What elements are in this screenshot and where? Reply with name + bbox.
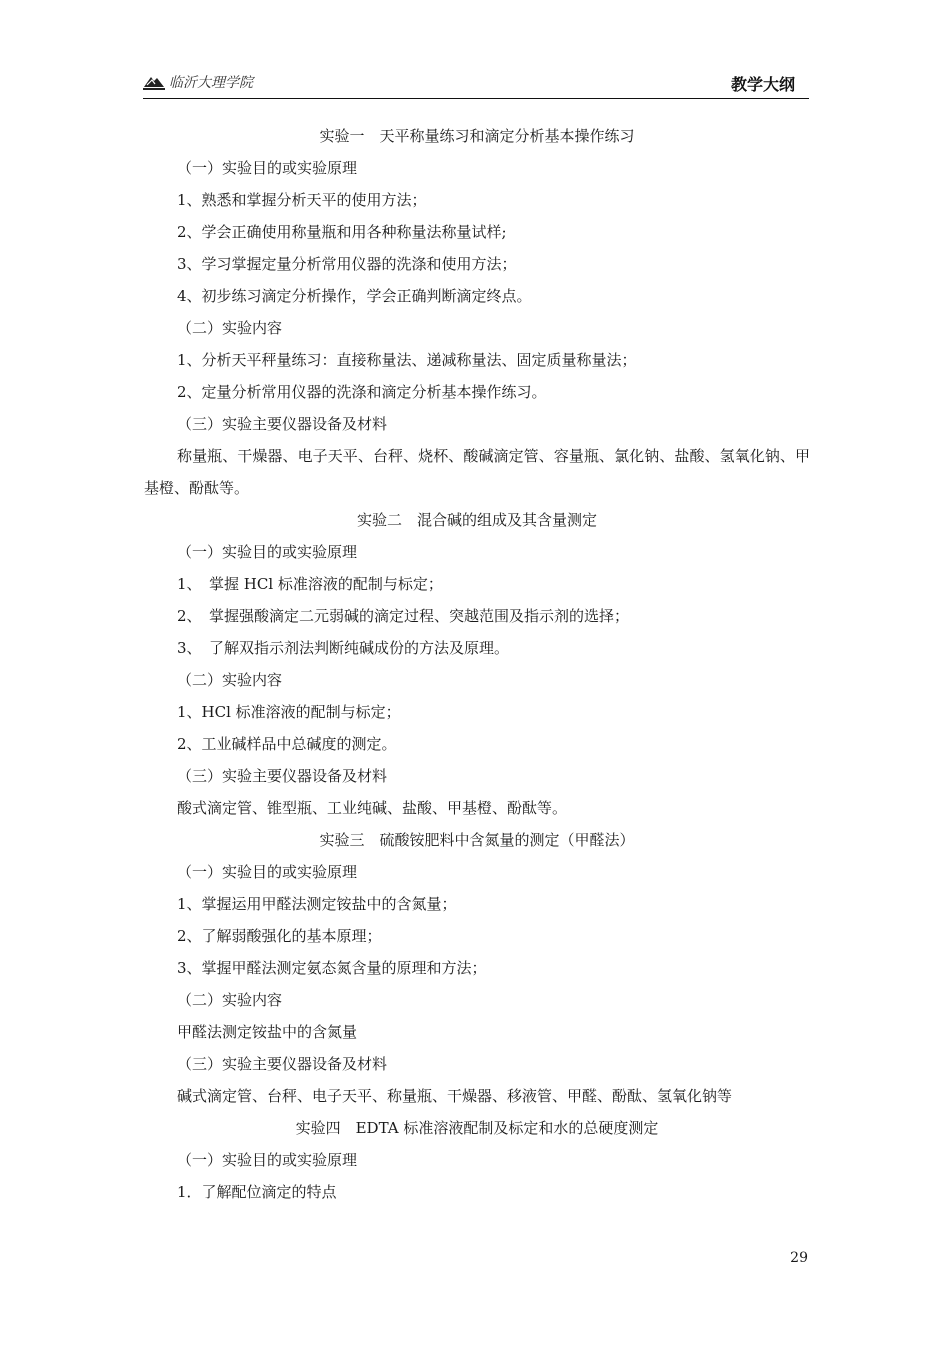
body-line: 2、工业碱样品中总碱度的测定。	[177, 735, 397, 753]
body-line: 3、 了解双指示剂法判断纯碱成份的方法及原理。	[177, 639, 510, 657]
experiment-title: 实验三 硫酸铵肥料中含氮量的测定（甲醛法）	[319, 831, 635, 849]
body-line: 1、熟悉和掌握分析天平的使用方法；	[177, 191, 427, 209]
body-line: 1．了解配位滴定的特点	[177, 1183, 337, 1201]
document-body	[144, 120, 810, 1208]
experiment-title: 实验一 天平称量练习和滴定分析基本操作练习	[319, 127, 635, 145]
body-line: （三）实验主要仪器设备及材料	[177, 1055, 388, 1073]
body-line: （三）实验主要仪器设备及材料	[177, 415, 388, 433]
body-line: 3、学习掌握定量分析常用仪器的洗涤和使用方法；	[177, 255, 517, 273]
body-line: 3、掌握甲醛法测定氨态氮含量的原理和方法；	[177, 959, 487, 977]
body-line: （一）实验目的或实验原理	[177, 543, 358, 561]
body-line: （三）实验主要仪器设备及材料	[177, 767, 388, 785]
document-title: 教学大纲	[730, 75, 795, 94]
body-line: （一）实验目的或实验原理	[177, 1151, 358, 1169]
page-header	[143, 66, 809, 99]
body-line: 2、学会正确使用称量瓶和用各种称量法称量试样;	[177, 223, 507, 241]
page-number: 29	[790, 1250, 808, 1266]
body-line: 碱式滴定管、台秤、电子天平、称量瓶、干燥器、移液管、甲醛、酚酞、氢氧化钠等	[177, 1087, 733, 1105]
body-line: （一）实验目的或实验原理	[177, 159, 358, 177]
body-line: 1、HCl 标准溶液的配制与标定；	[177, 703, 401, 721]
body-line: 2、定量分析常用仪器的洗涤和滴定分析基本操作练习。	[177, 383, 547, 401]
body-line: 1、掌握运用甲醛法测定铵盐中的含氮量；	[177, 895, 457, 913]
body-line: （一）实验目的或实验原理	[177, 863, 358, 881]
school-logo	[143, 70, 253, 94]
body-line: （二）实验内容	[177, 991, 283, 1009]
body-line: 2、了解弱酸强化的基本原理；	[177, 927, 382, 945]
logo-emblem-icon	[143, 74, 165, 90]
body-line: 2、 掌握强酸滴定二元弱碱的滴定过程、突越范围及指示剂的选择；	[177, 607, 630, 625]
body-line: （二）实验内容	[177, 319, 283, 337]
experiment-title: 实验四 EDTA 标准溶液配制及标定和水的总硬度测定	[295, 1119, 659, 1137]
body-line: 甲醛法测定铵盐中的含氮量	[177, 1023, 358, 1041]
experiment-title: 实验二 混合碱的组成及其含量测定	[356, 511, 597, 529]
body-line: （二）实验内容	[177, 671, 283, 689]
body-line: 酸式滴定管、锥型瓶、工业纯碱、盐酸、甲基橙、酚酞等。	[177, 799, 568, 817]
body-line: 1、分析天平秤量练习：直接称量法、递减称量法、固定质量称量法；	[177, 351, 637, 369]
body-paragraph: 称量瓶、干燥器、电子天平、台秤、烧杯、酸碱滴定管、容量瓶、氯化钠、盐酸、氢氧化钠、甲基橙、酚酞等。	[144, 447, 810, 497]
body-line: 4、初步练习滴定分析操作，学会正确判断滴定终点。	[177, 287, 532, 305]
school-name: 临沂大理学院	[169, 75, 253, 91]
body-line: 1、 掌握 HCl 标准溶液的配制与标定；	[177, 575, 443, 593]
